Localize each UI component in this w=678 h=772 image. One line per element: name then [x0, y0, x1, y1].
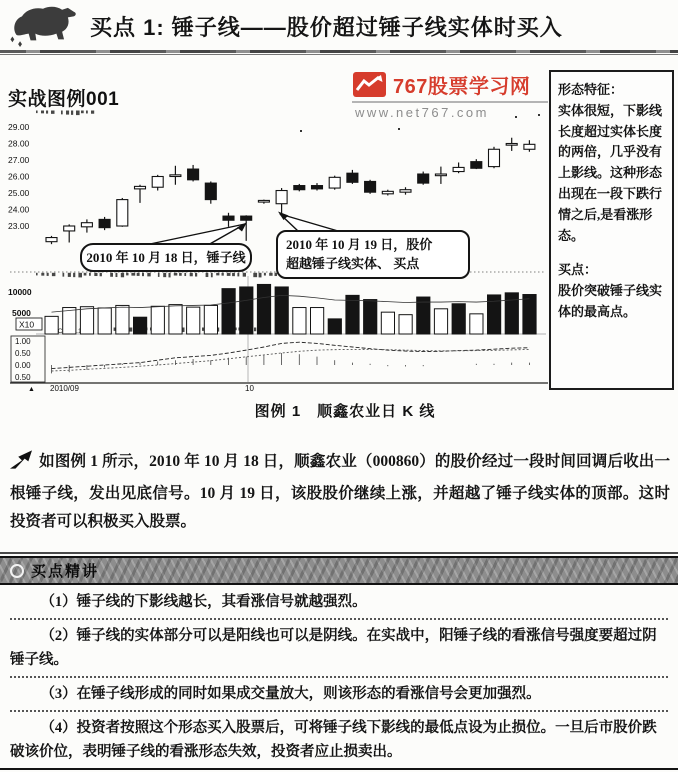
callout-buypoint-line1: 2010 年 10 月 19 日，股价 — [286, 237, 433, 252]
tip-item-2: （2）锤子线的实体部分可以是阳线也可以是阴线。在实战中，阳锤子线的看涨信号强度要超过阴锤子线。 — [10, 620, 668, 678]
svg-text:5000: 5000 — [12, 308, 31, 318]
section-title: 买点精讲 — [31, 563, 100, 580]
header-rule — [0, 50, 678, 53]
figure-caption: 图例 1 顺鑫农业日 K 线 — [254, 403, 436, 420]
bull-icon — [6, 4, 80, 48]
svg-text:24.00: 24.00 — [8, 204, 30, 215]
page-header — [6, 2, 678, 50]
svg-text:10000: 10000 — [8, 287, 32, 297]
feature-body: 实体很短，下影线长度超过实体长度的两倍，几乎没有上影线。这种形态出现在一段下跌行情之后,是看涨形态。 — [558, 102, 663, 243]
svg-text:10: 10 — [245, 384, 254, 392]
callout-hammer — [80, 243, 252, 272]
svg-text:0.00: 0.00 — [15, 361, 31, 370]
svg-text:0.50: 0.50 — [15, 373, 31, 382]
tip-item-4: （4）投资者按照这个形态买入股票后，可将锤子线下影线的最低点设为止损位。一旦后市股价跌破该价位，表明锤子线的看涨形态失效，投资者应止损卖出。 — [10, 720, 657, 760]
svg-text:▲: ▲ — [28, 386, 35, 392]
svg-text:23.00: 23.00 — [8, 221, 30, 231]
svg-text:29.00: 29.00 — [8, 122, 30, 132]
ring-icon — [10, 564, 24, 578]
callout-hammer-text: 2010 年 10 月 18 日，锤子线 — [86, 250, 246, 265]
callout-buypoint — [276, 230, 470, 279]
svg-text:27.00: 27.00 — [8, 155, 30, 165]
tip-item-1: （1）锤子线的下影线越长，其看涨信号就越强烈。 — [10, 586, 668, 620]
buy-title: 买点： — [558, 262, 598, 278]
callout-buypoint-line2: 超越锤子线实体、 买点 — [286, 256, 420, 271]
tips-section — [0, 552, 678, 772]
section-top-rule — [0, 552, 678, 554]
svg-text:0.50: 0.50 — [15, 349, 31, 358]
pattern-note-box — [549, 70, 674, 390]
svg-text:X10: X10 — [19, 319, 35, 330]
buy-body: 股价突破锤子线实体的最高点。 — [558, 283, 663, 319]
arrow-icon — [10, 450, 32, 480]
summary-paragraph — [10, 448, 670, 537]
svg-text:25.00: 25.00 — [8, 188, 30, 198]
section-banner — [0, 556, 678, 585]
svg-text:MACD 26.12.9: 26.12.9 — [68, 328, 91, 335]
feature-title: 形态特征： — [558, 82, 624, 97]
svg-text:28.00: 28.00 — [8, 138, 30, 149]
section-bottom-rule — [0, 768, 678, 772]
svg-text:2010/09: 2010/09 — [50, 384, 79, 392]
svg-text:26.00: 26.00 — [8, 171, 30, 182]
svg-text:1.00: 1.00 — [15, 337, 31, 346]
site-url: www.net767.com — [355, 105, 489, 120]
page-title: 买点 1: 锤子线——股价超过锤子线实体时买入 — [90, 14, 563, 40]
site-name: 767股票学习网 — [393, 76, 531, 98]
example-label: 实战图例001 — [8, 89, 120, 110]
tips-list — [0, 585, 678, 768]
summary-text: 如图例 1 所示，2010 年 10 月 18 日，顺鑫农业（000860）的股价经过一段时间回调后收出一根锤子线，发出见底信号。10 月 19 日，该股股价继续上涨，并超越了锤子线实体的顶部。这时投资者可以积极买入股票。 — [10, 453, 670, 531]
tip-item-3: （3）在锤子线形成的同时如果成交量放大，则该形态的看涨信号会更加强烈。 — [10, 678, 668, 712]
logo-zigzag-icon — [352, 72, 388, 98]
